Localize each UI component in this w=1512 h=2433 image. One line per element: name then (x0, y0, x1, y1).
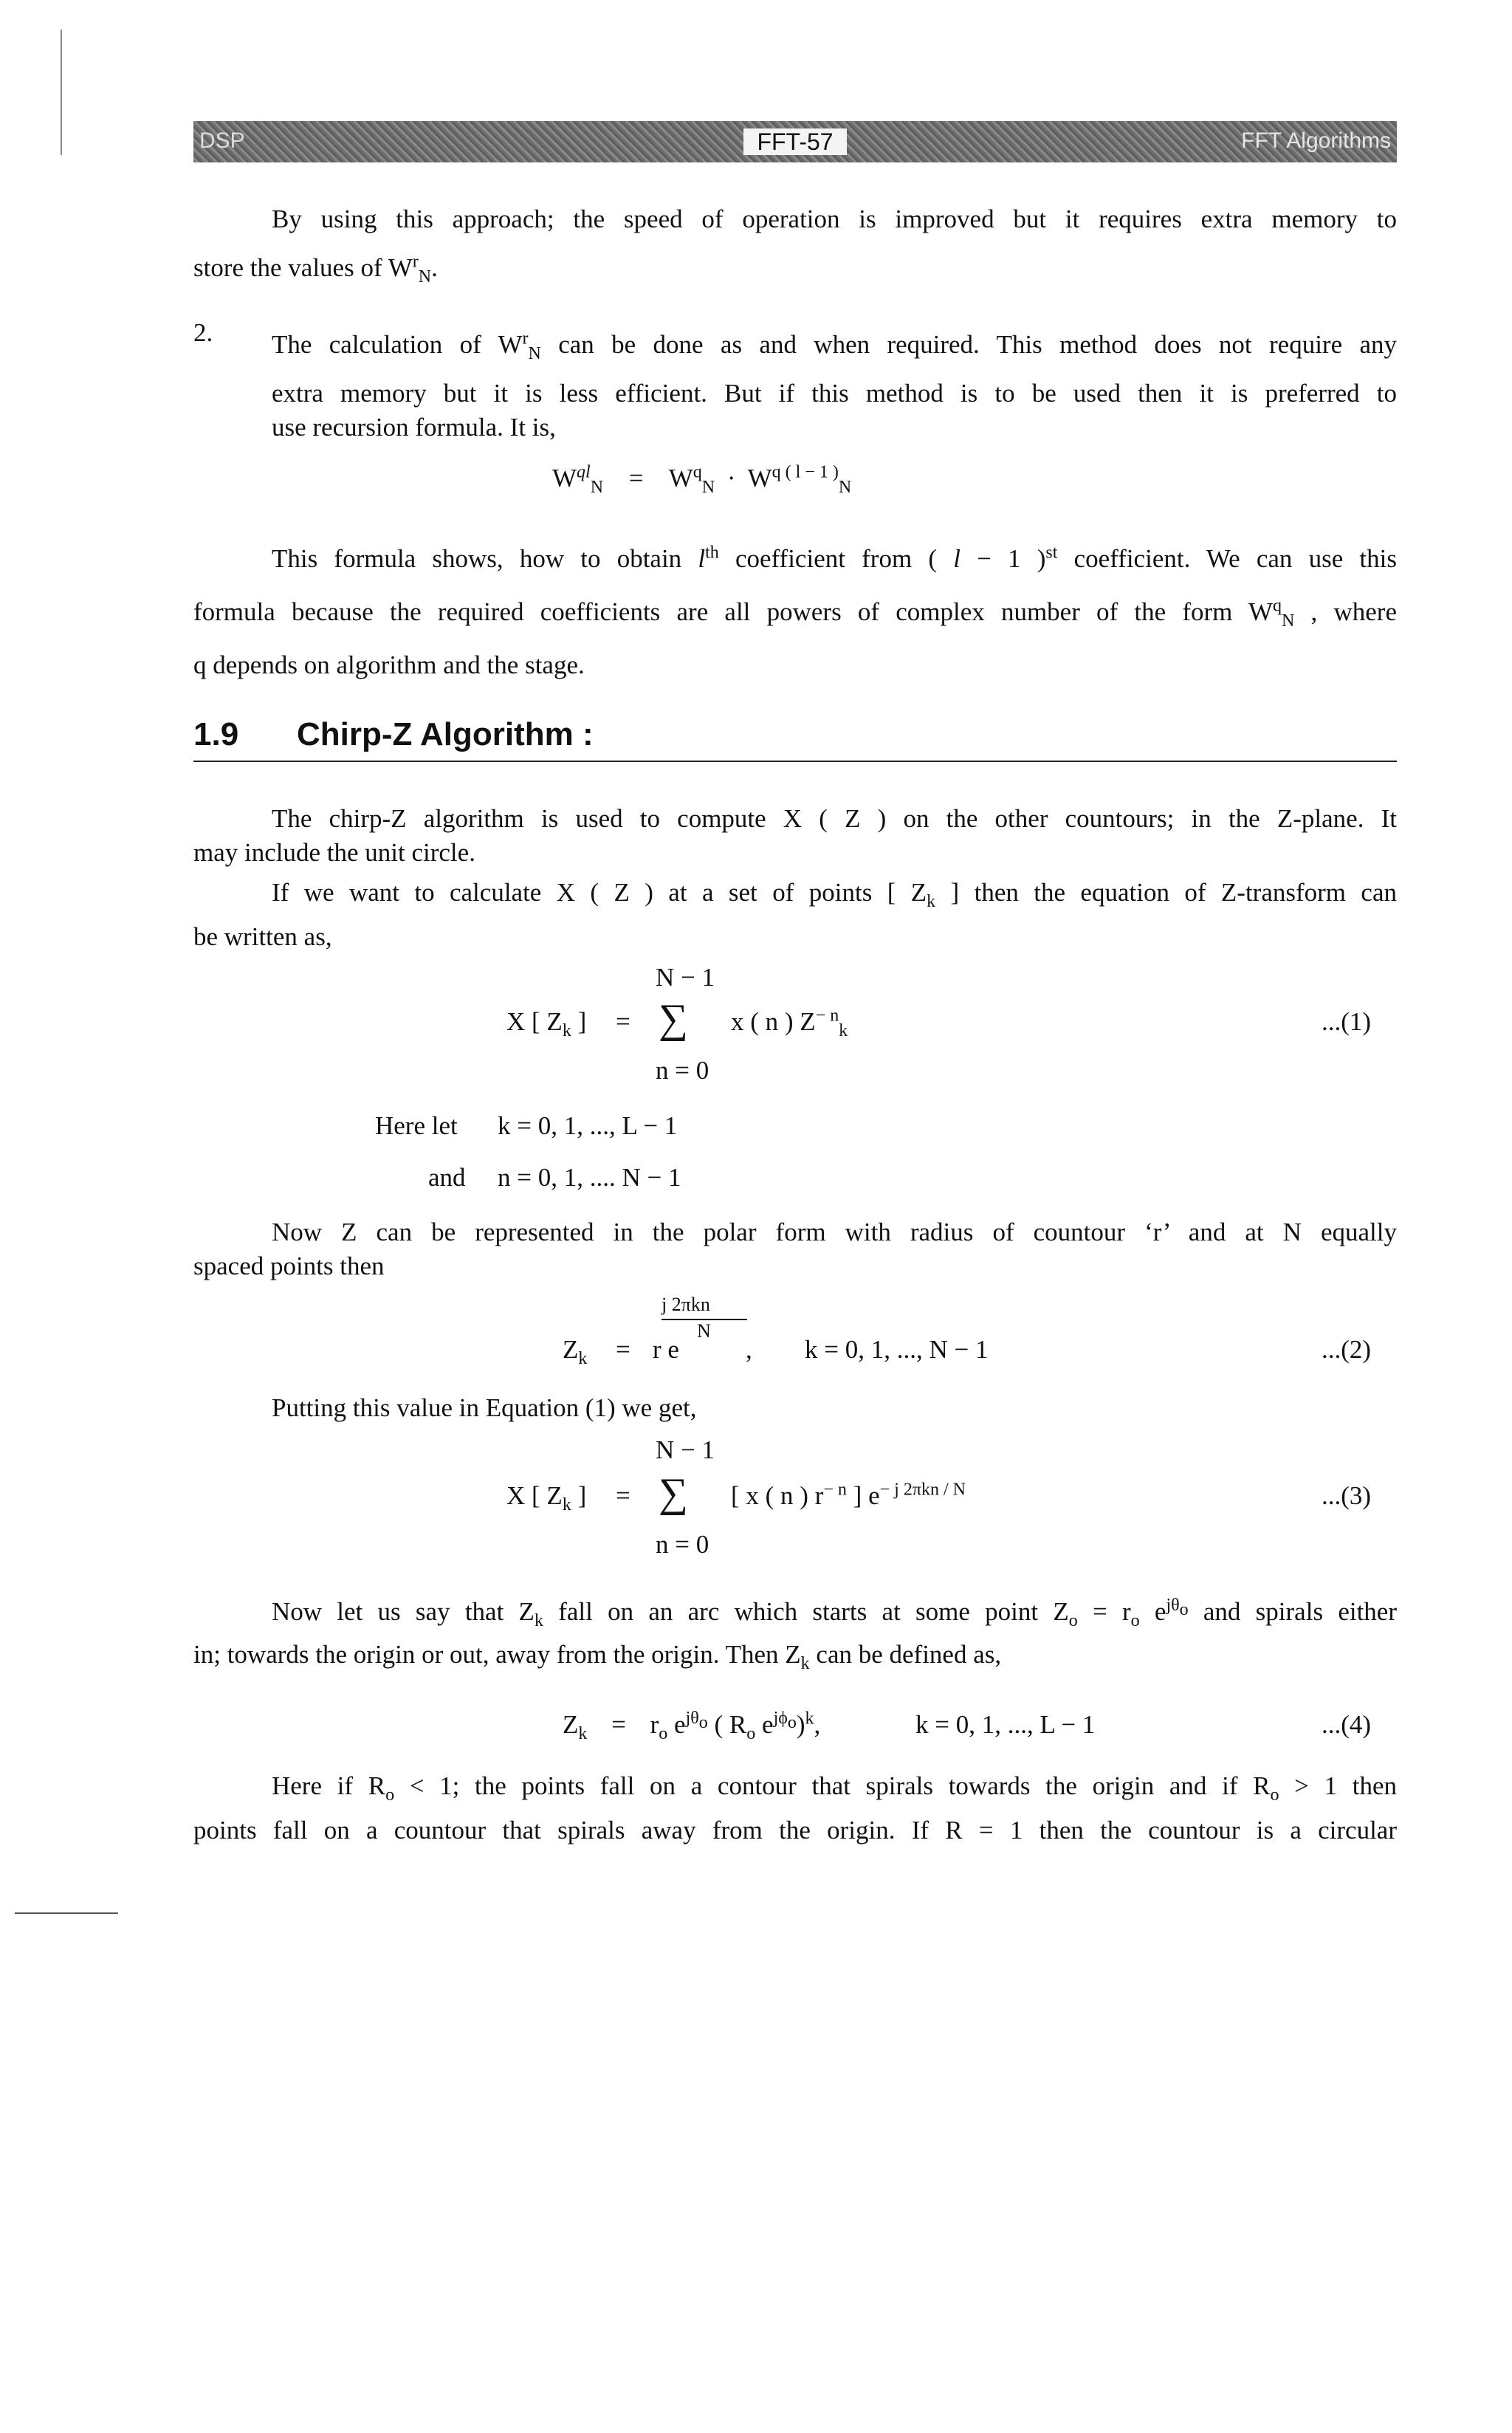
eq4-range: k = 0, 1, ..., L − 1 (915, 1710, 1096, 1739)
list-item-number: 2. (193, 318, 213, 347)
paragraph-polar-line2: spaced points then (193, 1252, 385, 1280)
eq2-range: k = 0, 1, ..., N − 1 (805, 1335, 989, 1364)
and-text: n = 0, 1, .... N − 1 (498, 1163, 681, 1192)
paragraph-chirp-line1: The chirp-Z algorithm is used to compute X ( Z ) on the other countours; in the Z-plane. It (272, 804, 1397, 833)
eq2-comma: , (746, 1335, 752, 1364)
eq2-exp-numerator: j 2πkn (662, 1294, 710, 1315)
paragraph-here-line1: Here if $R_o < 1$; the points fall on a contour that spirals towards the origin and if $R_o > 1$ then (272, 1771, 1398, 1805)
eq3-sigma: ∑ (659, 1470, 688, 1516)
item2-line3: use recursion formula. It is, (272, 413, 556, 442)
eq3-tag: ...(3) (1322, 1481, 1372, 1510)
paragraph-formula-line3: q depends on algorithm and the stage. (193, 651, 585, 679)
paragraph-here-line2: points fall on a countour that spirals away from the origin. If R = 1 then the countour is a circular (193, 1816, 1397, 1845)
eq3-upper-limit: N − 1 (656, 1435, 715, 1464)
margin-line (61, 30, 62, 155)
and-label: and (428, 1163, 466, 1192)
eq2-lhs: $Z_k$ (563, 1335, 588, 1368)
paragraph-approach-line1: By using this approach; the speed of operation is improved but it requires extra memory to (272, 205, 1397, 233)
eq1-lhs: X [ $Z_k$ ] (506, 1007, 587, 1040)
section-title: Chirp-Z Algorithm : (297, 716, 594, 752)
eq1-upper-limit: N − 1 (656, 963, 715, 992)
eq1-lower-limit: n = 0 (656, 1056, 709, 1085)
eq2-rhs: r e (653, 1335, 679, 1364)
paragraph-want-line2: be written as, (193, 922, 332, 951)
header-right: FFT Algorithms (1241, 128, 1391, 153)
eq1-sigma: ∑ (659, 996, 688, 1042)
eq2-exp-denominator: N (697, 1320, 711, 1342)
eq1-equals: = (616, 1007, 630, 1036)
item2-line2: extra memory but it is less efficient. But if this method is to be used then it is preferred to (272, 379, 1397, 408)
eq1-tag: ...(1) (1322, 1007, 1372, 1036)
section-number: 1.9 (193, 716, 239, 752)
eq3-term: [ x ( n ) $r^{- n}$ ] $e^{- j 2\pi kn / N}$ (731, 1480, 966, 1510)
eq3-lhs: X [ $Z_k$ ] (506, 1481, 587, 1514)
section-heading (193, 716, 594, 753)
paragraph-formula-line1: This formula shows, how to obtain $l^{th}$ coefficient from ( l − 1 )$^{st}$ coefficient. We can use this (272, 543, 1397, 573)
paragraph-approach-line2: store the values of $W^r_N$. (193, 252, 438, 286)
here-let-text: k = 0, 1, ..., L − 1 (498, 1111, 678, 1140)
header-page-number: FFT-57 (193, 128, 1397, 156)
eq3-equals: = (616, 1481, 630, 1510)
paragraph-want-line1: If we want to calculate X ( Z ) at a set of points [ $Z_k$ ] then the equation of Z-transform can (272, 878, 1397, 911)
eq4-tag: ...(4) (1322, 1710, 1372, 1739)
paragraph-polar-line1: Now Z can be represented in the polar form with radius of countour ‘r’ and at N equally (272, 1218, 1397, 1246)
recursion-formula: $W^{ql}_N = W^q_N \cdot W^{q ( l - 1 )}_N$ (552, 462, 852, 497)
paragraph-putting: Putting this value in Equation (1) we get, (272, 1393, 697, 1422)
header-left: DSP (199, 128, 245, 153)
page-header (193, 121, 1397, 162)
eq3-lower-limit: n = 0 (656, 1530, 709, 1559)
eq2-tag: ...(2) (1322, 1335, 1372, 1364)
paragraph-arc-line1: Now let us say that $Z_k$ fall on an arc which starts at some point $Z_o = r_o$ $e^{j\theta_o}$ and spirals either (272, 1596, 1397, 1630)
item2-line1: The calculation of $W^r_N$ can be done as and when required. This method does not require any (272, 329, 1397, 363)
eq2-equals: = (616, 1335, 630, 1364)
paragraph-formula-line2: formula because the required coefficients are all powers of complex number of the form $W^q_N$ , where (193, 596, 1397, 631)
eq1-term: x ( n ) $Z^{- n}_k$ (731, 1006, 848, 1040)
here-let-label: Here let (375, 1111, 458, 1140)
paragraph-arc-line2: in; towards the origin or out, away from the origin. Then $Z_k$ can be defined as, (193, 1640, 1002, 1673)
paragraph-chirp-line2: may include the unit circle. (193, 838, 475, 867)
section-rule (193, 761, 1397, 762)
margin-corner-mark (15, 1912, 118, 1914)
eq4: $Z_k = r_o$ $e^{j\theta_o}$ ( $R_o$ $e^{j\phi_o})^k$, (563, 1709, 821, 1743)
